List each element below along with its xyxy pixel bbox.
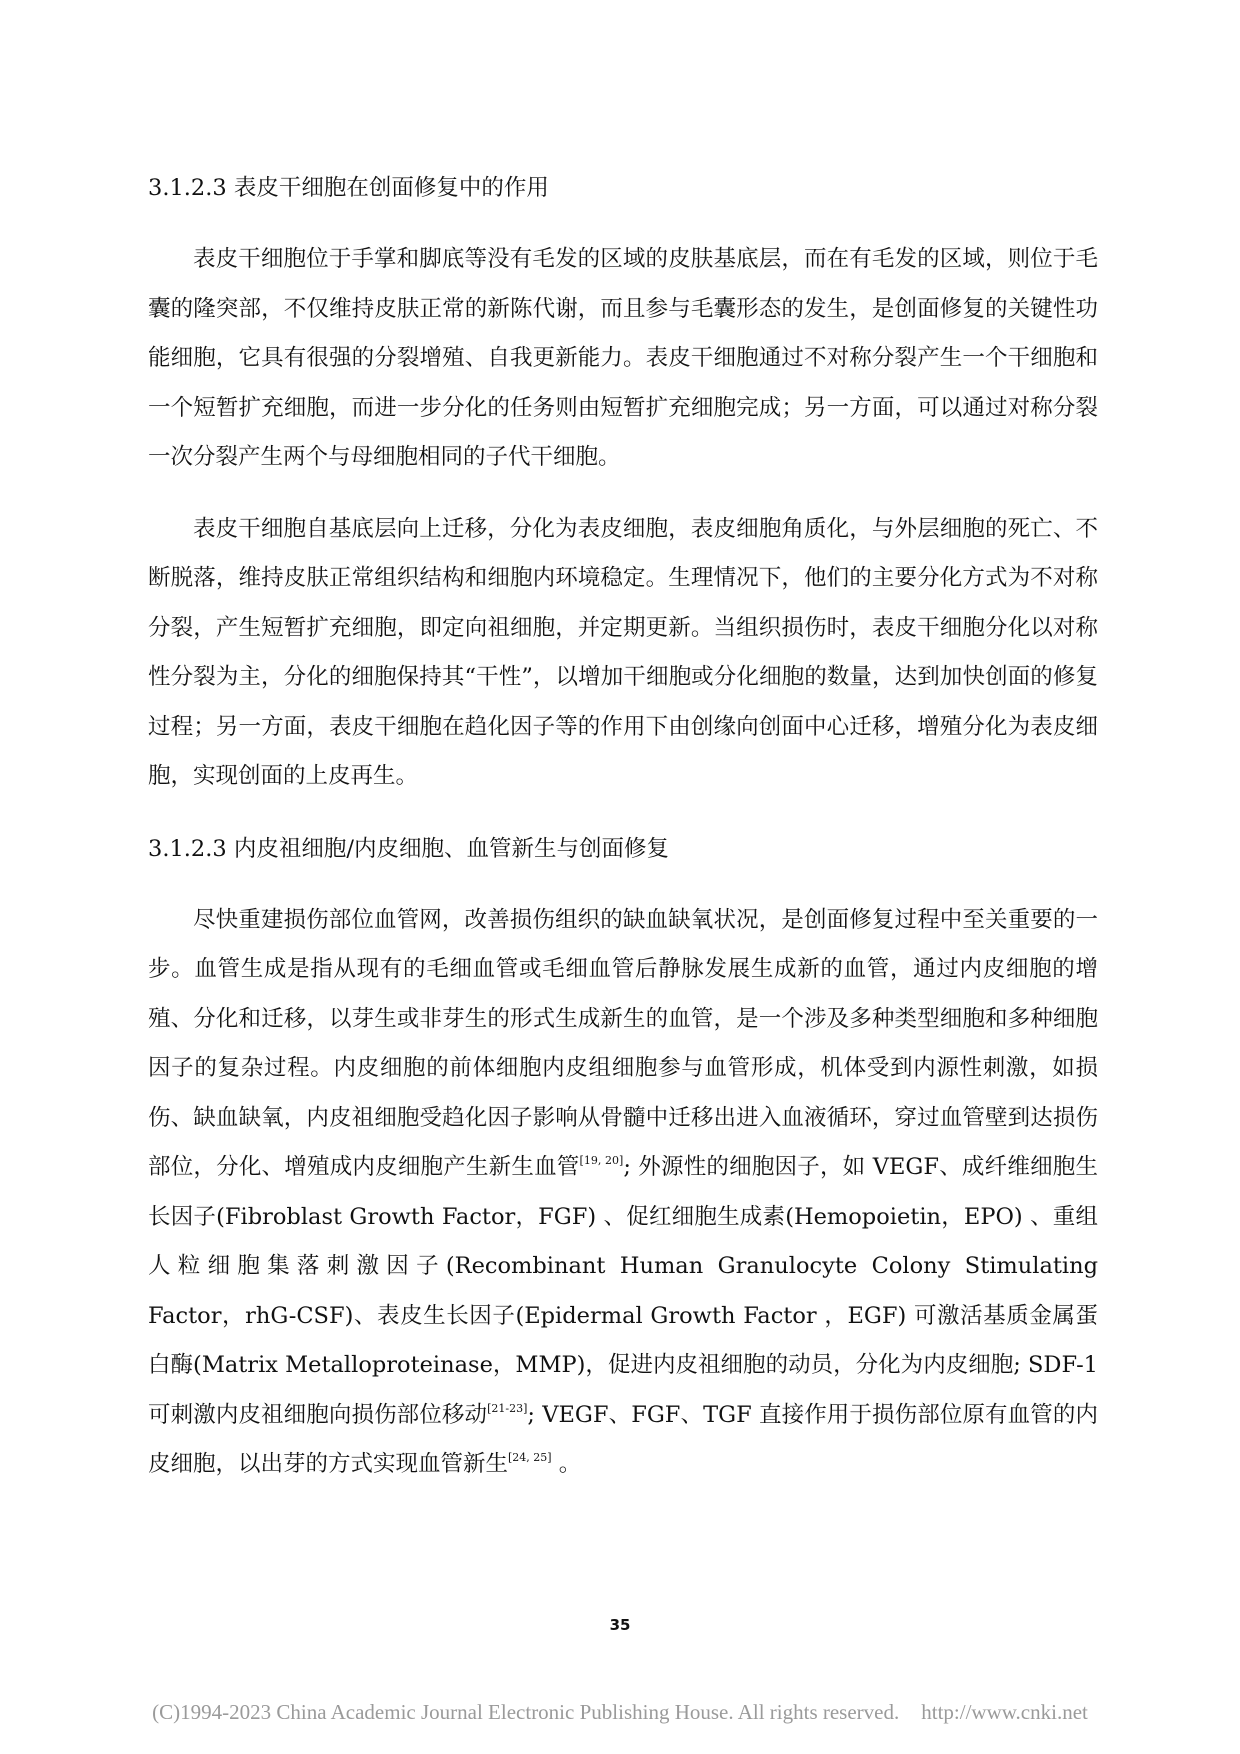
- page-body: [148, 163, 1098, 1512]
- paragraph-epidermal-differentiation: 表皮干细胞自基底层向上迁移，分化为表皮细胞，表皮细胞角质化，与外层细胞的死亡、不断脱落，维持皮肤正常组织结构和细胞内环境稳定。生理情况下，他们的主要分化方式为不对称分裂，产生短暂扩充细胞，即定向祖细胞，并定期更新。当组织损伤时，表皮干细胞分化以对称性分裂为主，分化的细胞保持其“干性”，以增加干细胞或分化细胞的数量，达到加快创面的修复过程；另一方面，表皮干细胞在趋化因子等的作用下由创缘向创面中心迁移，增殖分化为表皮细胞，实现创面的上皮再生。: [148, 515, 1098, 789]
- citation-superscript: [19, 20]: [579, 1154, 624, 1167]
- paragraph-text-part: ; 外源性的细胞因子，如 VEGF、成纤维细胞生长因子(Fibroblast Growth Factor，FGF) 、促红细胞生成素(Hemopoietin，EPO) 、重组人粒细胞集落刺激因子(Recombinant Human Granulocyte Colony Stimulating Factor，rhG-CSF)、表皮生长因子(Epidermal Growth Factor ，EGF) 可激活基质金属蛋白酶(Matrix Metalloproteinase，MMP)，促进内皮祖细胞的动员，分化为内皮细胞; SDF-1 可刺激内皮祖细胞向损伤部位移动: [148, 1154, 1098, 1428]
- citation-superscript: [21-23]: [487, 1401, 528, 1415]
- footer-url: http://www.cnki.net: [921, 1700, 1088, 1724]
- copyright-footer: [0, 1700, 1240, 1725]
- paragraph-text-part: 尽快重建损伤部位血管网，改善损伤组织的缺血缺氧状况，是创面修复过程中至关重要的一步。血管生成是指从现有的毛细血管或毛细血管后静脉发展生成新的血管，通过内皮细胞的增殖、分化和迁移，以芽生或非芽生的形式生成新生的血管，是一个涉及多种类型细胞和多种细胞因子的复杂过程。内皮细胞的前体细胞内皮组细胞参与血管形成，机体受到内源性刺激，如损伤、缺血缺氧，内皮祖细胞受趋化因子影响从骨髓中迁移出进入血液循环，穿过血管壁到达损伤部位，分化、增殖成内皮细胞产生新生血管: [148, 906, 1098, 1180]
- section-heading-endothelial-angiogenesis: 3.1.2.3 内皮祖细胞/内皮细胞、血管新生与创面修复: [148, 835, 669, 862]
- paragraph-text-part: ; VEGF、FGF、TGF 直接作用于损伤部位原有血管的内皮细胞，以出芽的方式实现血管新生: [148, 1401, 1098, 1477]
- paragraph-angiogenesis: [148, 896, 1098, 1490]
- page-number: 35: [609, 1616, 631, 1634]
- section-heading-epidermal-stem-cells: 3.1.2.3 表皮干细胞在创面修复中的作用: [148, 175, 549, 201]
- paragraph-epidermal-location: 表皮干细胞位于手掌和脚底等没有毛发的区域的皮肤基底层，而在有毛发的区域，则位于毛囊的隆突部，不仅维持皮肤正常的新陈代谢，而且参与毛囊形态的发生，是创面修复的关键性功能细胞，它具有很强的分裂增殖、自我更新能力。表皮干细胞通过不对称分裂产生一个干细胞和一个短暂扩充细胞，而进一步分化的任务则由短暂扩充细胞完成；另一方面，可以通过对称分裂一次分裂产生两个与母细胞相同的子代干细胞。: [148, 246, 1098, 470]
- paragraph-text-part: 。: [551, 1451, 582, 1477]
- citation-superscript: [24, 25]: [508, 1451, 552, 1464]
- copyright-text: (C)1994-2023 China Academic Journal Electronic Publishing House. All rights reserved.: [152, 1700, 900, 1724]
